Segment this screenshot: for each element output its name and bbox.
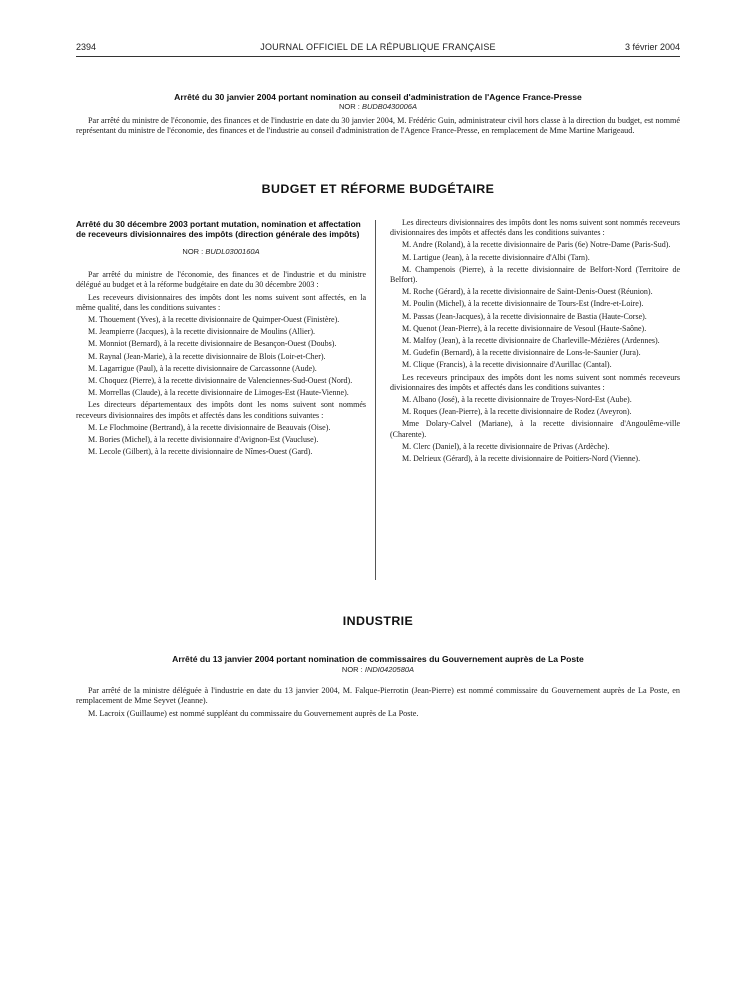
nor-code: BUDL0300160A bbox=[205, 247, 260, 257]
budget-paragraph: Les directeurs divisionnaires des impôts dont les noms suivent sont nommés receveurs divisionnaires des impôts et affectés dans les conditions suivantes : bbox=[390, 218, 680, 238]
publication-date: 3 février 2004 bbox=[624, 42, 680, 52]
budget-paragraph: M. Albano (José), à la recette divisionnaire de Troyes-Nord-Est (Aube). bbox=[402, 395, 632, 405]
budget-paragraph: Par arrêté du ministre de l'économie, des finances et de l'industrie et du ministre délégué au budget et à la réforme budgétaire en date du 30 décembre 2003 : bbox=[76, 270, 366, 290]
page-number: 2394 bbox=[76, 42, 97, 52]
budget-paragraph: Mme Dolary-Calvel (Mariane), à la recette divisionnaire d'Angoulême-ville (Charente). bbox=[390, 419, 680, 439]
budget-paragraph: M. Champenois (Pierre), à la recette divisionnaire de Belfort-Nord (Territoire de Belfort). bbox=[390, 264, 680, 285]
budget-paragraph: M. Quenot (Jean-Pierre), à la recette divisionnaire de Vesoul (Haute-Saône). bbox=[402, 323, 647, 333]
budget-two-columns bbox=[76, 218, 680, 588]
budget-paragraph: M. Choquez (Pierre), à la recette divisionnaire de Valenciennes-Sud-Ouest (Nord). bbox=[88, 376, 353, 386]
industrie-nor-reference bbox=[76, 665, 680, 674]
budget-paragraph: M. Clique (Francis), à la recette divisionnaire d'Aurillac (Cantal). bbox=[402, 360, 612, 370]
budget-paragraph: M. Thouement (Yves), à la recette divisionnaire de Quimper-Ouest (Finistère). bbox=[88, 315, 340, 324]
journal-title: JOURNAL OFFICIEL DE LA RÉPUBLIQUE FRANÇAISE bbox=[260, 42, 496, 52]
budget-paragraph: Les directeurs départementaux des impôts dont les noms suivent sont nommés receveurs divisionnaires des impôts et affectés dans les conditions suivantes : bbox=[76, 400, 366, 420]
budget-paragraph: M. Monniot (Bernard), à la recette divisionnaire de Besançon-Ouest (Doubs). bbox=[88, 339, 337, 349]
budget-paragraph: M. Jeampierre (Jacques), à la recette divisionnaire de Moulins (Allier). bbox=[88, 327, 316, 337]
budget-paragraph: M. Lagarrigue (Paul), à la recette divisionnaire de Carcassonne (Aude). bbox=[88, 363, 317, 373]
budget-left-column bbox=[76, 218, 366, 459]
budget-paragraph: M. Malfoy (Jean), à la recette divisionnaire de Charleville-Mézières (Ardennes). bbox=[402, 336, 660, 346]
nor-code: INDI0420580A bbox=[364, 665, 415, 674]
header-rule bbox=[76, 56, 680, 57]
industrie-paragraph: M. Lacroix (Guillaume) est nommé suppléant du commissaire du Gouvernement auprès de La Poste. bbox=[88, 708, 419, 718]
afp-nor-reference bbox=[76, 102, 680, 111]
industrie-arrete-body bbox=[76, 686, 680, 721]
column-divider bbox=[375, 220, 376, 580]
budget-paragraph: M. Roche (Gérard), à la recette divisionnaire de Saint-Denis-Ouest (Réunion). bbox=[402, 287, 653, 297]
industrie-arrete-title: Arrêté du 13 janvier 2004 portant nomination de commissaires du Gouvernement auprès de La Poste bbox=[172, 654, 584, 664]
budget-paragraph: M. Clerc (Daniel), à la recette divisionnaire de Privas (Ardèche). bbox=[402, 441, 610, 451]
nor-label: NOR : bbox=[182, 247, 204, 257]
budget-nor-reference bbox=[76, 247, 366, 256]
budget-paragraph: M. Morrellas (Claude), à la recette divisionnaire de Limoges-Est (Haute-Vienne). bbox=[88, 388, 349, 398]
budget-paragraph: M. Roques (Jean-Pierre), à la recette divisionnaire de Rodez (Aveyron). bbox=[402, 407, 632, 417]
afp-arrete-body: Par arrêté du ministre de l'économie, des finances et de l'industrie en date du 30 janvier 2004, M. Frédéric Guin, administrateur civil hors classe à la direction du budget, est nommé représentant du ministre de l'économie, des finances et de l'industrie au conseil d'administration de l'Agence France-Presse, en remplacement de Mme Martine Marigeaud. bbox=[76, 116, 680, 136]
budget-paragraph: Les receveurs principaux des impôts dont les noms suivent sont nommés receveurs divisionnaires des impôts et affectés dans les conditions suivantes : bbox=[390, 372, 680, 392]
budget-paragraph: M. Raynal (Jean-Marie), à la recette divisionnaire de Blois (Loir-et-Cher). bbox=[88, 351, 326, 361]
budget-paragraph: M. Poulin (Michel), à la recette divisionnaire de Tours-Est (Indre-et-Loire). bbox=[402, 299, 644, 309]
running-header bbox=[76, 42, 680, 56]
budget-paragraph: M. Delrieux (Gérard), à la recette divisionnaire de Poitiers-Nord (Vienne). bbox=[402, 454, 641, 464]
budget-paragraph: M. Lartigue (Jean), à la recette divisionnaire d'Albi (Tarn). bbox=[402, 252, 590, 262]
afp-arrete-title: Arrêté du 30 janvier 2004 portant nomination au conseil d'administration de l'Agence France-Presse bbox=[174, 92, 582, 102]
nor-label: NOR : bbox=[341, 665, 363, 674]
budget-paragraph: M. Passas (Jean-Jacques), à la recette divisionnaire de Bastia (Haute-Corse). bbox=[402, 311, 647, 321]
industrie-section-heading: INDUSTRIE bbox=[342, 614, 414, 628]
budget-arrete-title: Arrêté du 30 décembre 2003 portant mutation, nomination et affectation de receveurs divisionnaires des impôts (direction générale des impôts) bbox=[76, 219, 361, 239]
budget-paragraph: M. Lecole (Gilbert), à la recette divisionnaire de Nîmes-Ouest (Gard). bbox=[88, 447, 313, 457]
budget-paragraph: Les receveurs divisionnaires des impôts dont les noms suivent sont affectés, en la même qualité, dans les conditions suivantes : bbox=[76, 292, 366, 312]
budget-paragraph: M. Bories (Michel), à la recette divisionnaire d'Avignon-Est (Vaucluse). bbox=[88, 435, 319, 445]
budget-paragraph: M. Gudefin (Bernard), à la recette divisionnaire de Lons-le-Saunier (Jura). bbox=[402, 348, 641, 358]
budget-paragraph: M. Andre (Roland), à la recette divisionnaire de Paris (6e) Notre-Dame (Paris-Sud). bbox=[402, 240, 671, 250]
industrie-paragraph: Par arrêté de la ministre déléguée à l'industrie en date du 13 janvier 2004, M. Falque-Pierrotin (Jean-Pierre) est nommé commissaire du Gouvernement auprès de La Poste, en remplacement de Mme Seyvet (Jeanne). bbox=[76, 686, 680, 706]
budget-section-heading: BUDGET ET RÉFORME BUDGÉTAIRE bbox=[261, 182, 495, 196]
budget-right-column bbox=[390, 218, 680, 466]
nor-label: NOR : bbox=[339, 102, 360, 111]
budget-paragraph: M. Le Flochmoine (Bertrand), à la recette divisionnaire de Beauvais (Oise). bbox=[88, 422, 331, 432]
nor-code: BUDB0430006A bbox=[361, 102, 417, 111]
